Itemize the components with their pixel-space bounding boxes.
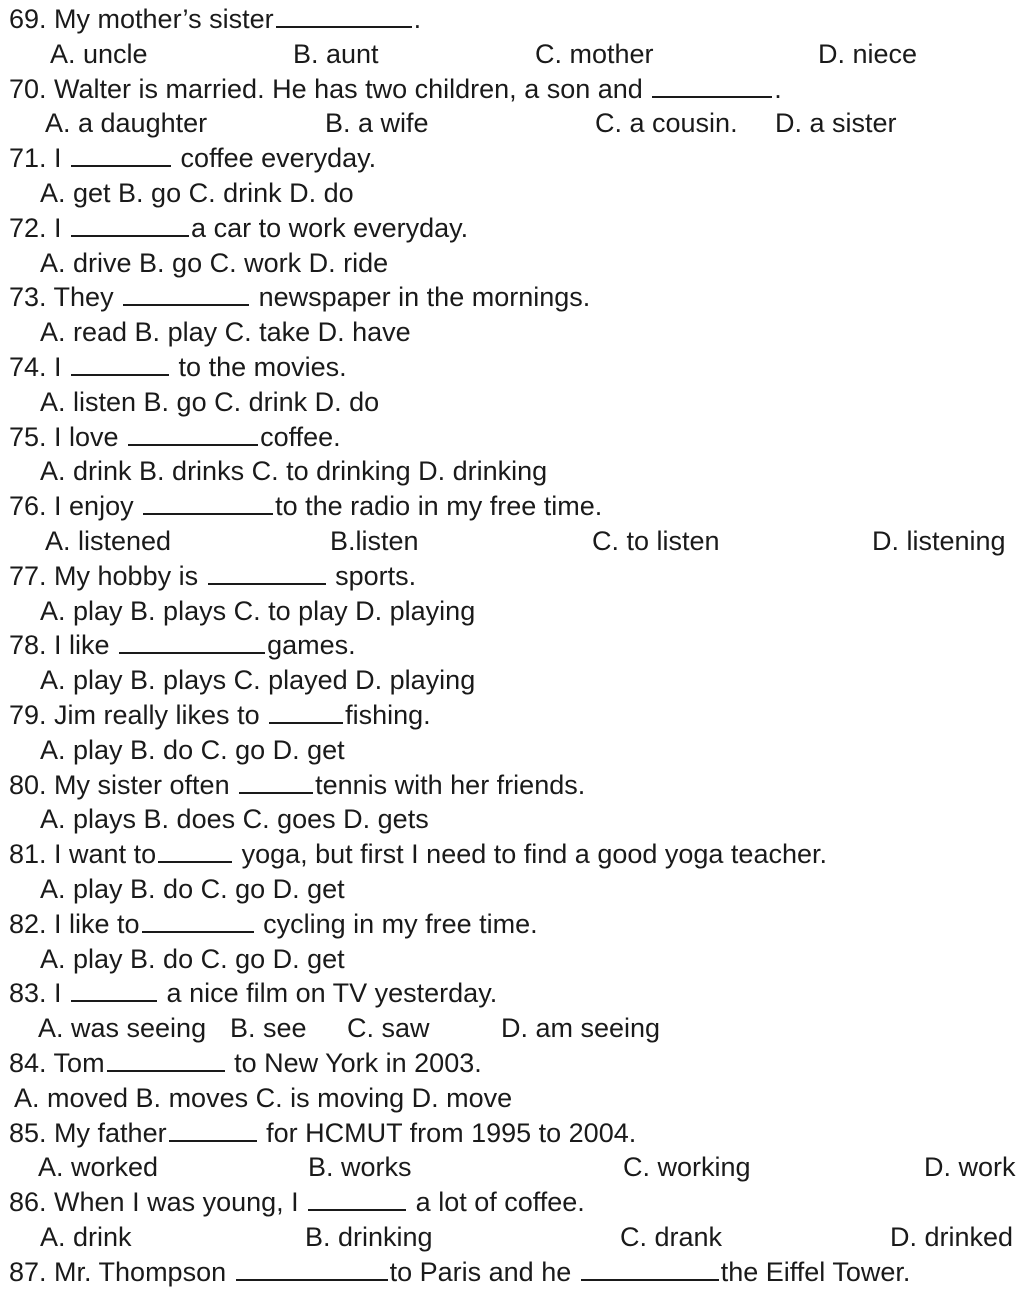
question-70-text-after: .: [774, 73, 782, 104]
option-b[interactable]: B. aunt: [293, 38, 379, 69]
answer-blank[interactable]: [269, 700, 343, 724]
options-79[interactable]: A. play B. do C. go D. get: [40, 734, 345, 765]
question-84-text-after: to New York in 2003.: [226, 1047, 482, 1078]
question-69: [0, 2, 1024, 37]
options-76: [0, 524, 1024, 559]
answer-blank[interactable]: [308, 1187, 406, 1211]
options-72[interactable]: A. drive B. go C. work D. ride: [40, 247, 389, 278]
option-a[interactable]: A. a daughter: [45, 108, 208, 139]
answer-blank[interactable]: [276, 4, 412, 28]
question-74-text-before: 74. I: [9, 351, 70, 382]
option-c[interactable]: C. saw: [347, 1013, 430, 1044]
question-84-text-before: 84. Tom: [9, 1047, 105, 1078]
answer-blank[interactable]: [143, 491, 273, 515]
answer-blank[interactable]: [71, 978, 157, 1002]
answer-blank[interactable]: [158, 839, 232, 863]
options-69: [0, 37, 1024, 72]
question-77-text-before: 77. My hobby is: [9, 560, 206, 591]
options-71[interactable]: A. get B. go C. drink D. do: [40, 177, 354, 208]
question-74-text-after: to the movies.: [171, 351, 347, 382]
options-70: [0, 106, 1024, 141]
answer-blank[interactable]: [236, 1257, 388, 1281]
question-73: [0, 280, 1024, 315]
options-73[interactable]: A. read B. play C. take D. have: [40, 317, 411, 348]
question-86-text-after: a lot of coffee.: [408, 1187, 585, 1218]
answer-blank[interactable]: [71, 352, 169, 376]
answer-blank[interactable]: [128, 422, 258, 446]
question-79-text-after: fishing.: [345, 699, 431, 730]
option-a[interactable]: A. uncle: [50, 38, 148, 69]
options-81[interactable]: A. play B. do C. go D. get: [40, 873, 345, 904]
question-73-text-after: newspaper in the mornings.: [251, 282, 591, 313]
question-70: [0, 72, 1024, 107]
question-81-text-before: 81. I want to: [9, 839, 157, 870]
option-b[interactable]: B. works: [308, 1152, 412, 1183]
option-a[interactable]: A. worked: [38, 1152, 159, 1183]
option-c[interactable]: C. a cousin.: [595, 108, 738, 139]
option-c[interactable]: C. working: [623, 1152, 751, 1183]
question-71-text-after: coffee everyday.: [173, 143, 377, 174]
answer-blank[interactable]: [239, 770, 313, 794]
question-87-text-before: 87. Mr. Thompson: [9, 1256, 234, 1287]
options-86: [0, 1220, 1024, 1255]
answer-blank[interactable]: [71, 213, 189, 237]
options-85: [0, 1150, 1024, 1185]
options-83: [0, 1011, 1024, 1046]
question-76-text-after: to the radio in my free time.: [275, 491, 603, 522]
question-79-text-before: 79. Jim really likes to: [9, 699, 268, 730]
question-80-text-before: 80. My sister often: [9, 769, 238, 800]
option-d[interactable]: D. a sister: [775, 108, 897, 139]
question-87-text-middle: to Paris and he: [389, 1256, 579, 1287]
question-69-text-before: 69. My mother’s sister: [9, 4, 274, 34]
question-84: [0, 1046, 1024, 1081]
options-78[interactable]: A. play B. plays C. played D. playing: [40, 665, 476, 696]
option-d[interactable]: D. niece: [818, 38, 918, 69]
question-87: [0, 1255, 1024, 1289]
option-b[interactable]: B. drinking: [305, 1221, 433, 1252]
answer-blank[interactable]: [142, 909, 254, 933]
question-72: [0, 211, 1024, 246]
question-82-text-before: 82. I like to: [9, 908, 140, 939]
option-c[interactable]: C. to listen: [592, 525, 720, 556]
question-74: [0, 350, 1024, 385]
question-78-text-before: 78. I like: [9, 630, 118, 661]
options-74[interactable]: A. listen B. go C. drink D. do: [40, 386, 380, 417]
question-73-text-before: 73. They: [9, 282, 122, 313]
question-77: [0, 559, 1024, 594]
question-82-text-after: cycling in my free time.: [255, 908, 538, 939]
question-75-text-after: coffee.: [260, 421, 341, 452]
options-84[interactable]: A. moved B. moves C. is moving D. move: [14, 1082, 513, 1113]
option-d[interactable]: D. am seeing: [501, 1013, 661, 1044]
question-87-text-after: the Eiffel Tower.: [720, 1256, 911, 1287]
question-71-text-before: 71. I: [9, 143, 70, 174]
question-85-text-after: for HCMUT from 1995 to 2004.: [258, 1117, 637, 1148]
answer-blank[interactable]: [107, 1048, 225, 1072]
options-75[interactable]: A. drink B. drinks C. to drinking D. drinking: [40, 456, 548, 487]
question-86: [0, 1185, 1024, 1220]
answer-blank[interactable]: [169, 1118, 257, 1142]
option-d[interactable]: D. drinked: [890, 1221, 1014, 1252]
question-71: [0, 141, 1024, 176]
option-b[interactable]: B. see: [230, 1013, 307, 1044]
answer-blank[interactable]: [652, 74, 772, 98]
answer-blank[interactable]: [581, 1257, 719, 1281]
question-80: [0, 768, 1024, 803]
options-82[interactable]: A. play B. do C. go D. get: [40, 943, 345, 974]
question-76-text-before: 76. I enjoy: [9, 491, 142, 522]
option-a[interactable]: A. listened: [45, 525, 172, 556]
question-75: [0, 420, 1024, 455]
options-77[interactable]: A. play B. plays C. to play D. playing: [40, 595, 476, 626]
option-b[interactable]: B. a wife: [325, 108, 429, 139]
question-83: [0, 976, 1024, 1011]
question-86-text-before: 86. When I was young, I: [9, 1187, 307, 1218]
question-83-text-after: a nice film on TV yesterday.: [159, 978, 498, 1009]
option-c[interactable]: C. mother: [535, 38, 654, 69]
question-69-text-after: .: [413, 4, 422, 34]
question-85: [0, 1116, 1024, 1151]
question-83-text-before: 83. I: [9, 978, 70, 1009]
answer-blank[interactable]: [208, 561, 326, 585]
question-79: [0, 698, 1024, 733]
option-b[interactable]: B.listen: [330, 525, 419, 556]
question-81: [0, 837, 1024, 872]
option-c[interactable]: C. drank: [620, 1221, 723, 1252]
answer-blank[interactable]: [119, 630, 265, 654]
question-72-text-before: 72. I: [9, 212, 70, 243]
question-76: [0, 489, 1024, 524]
question-81-text-after: yoga, but first I need to find a good yoga teacher.: [234, 839, 827, 870]
option-a[interactable]: A. drink: [40, 1221, 132, 1252]
answer-blank[interactable]: [123, 282, 249, 306]
question-70-text-before: 70. Walter is married. He has two children, a son and: [9, 73, 651, 104]
options-80[interactable]: A. plays B. does C. goes D. gets: [40, 804, 429, 835]
question-82: [0, 907, 1024, 942]
question-77-text-after: sports.: [327, 560, 417, 591]
question-78-text-after: games.: [267, 630, 356, 661]
question-80-text-after: tennis with her friends.: [315, 769, 586, 800]
question-78: [0, 628, 1024, 663]
question-75-text-before: 75. I love: [9, 421, 127, 452]
answer-blank[interactable]: [71, 143, 171, 167]
question-85-text-before: 85. My father: [9, 1117, 167, 1148]
option-a[interactable]: A. was seeing: [38, 1013, 207, 1044]
question-72-text-after: a car to work everyday.: [191, 212, 469, 243]
option-d[interactable]: D. listening: [872, 525, 1006, 556]
option-d[interactable]: D. work: [924, 1152, 1016, 1183]
